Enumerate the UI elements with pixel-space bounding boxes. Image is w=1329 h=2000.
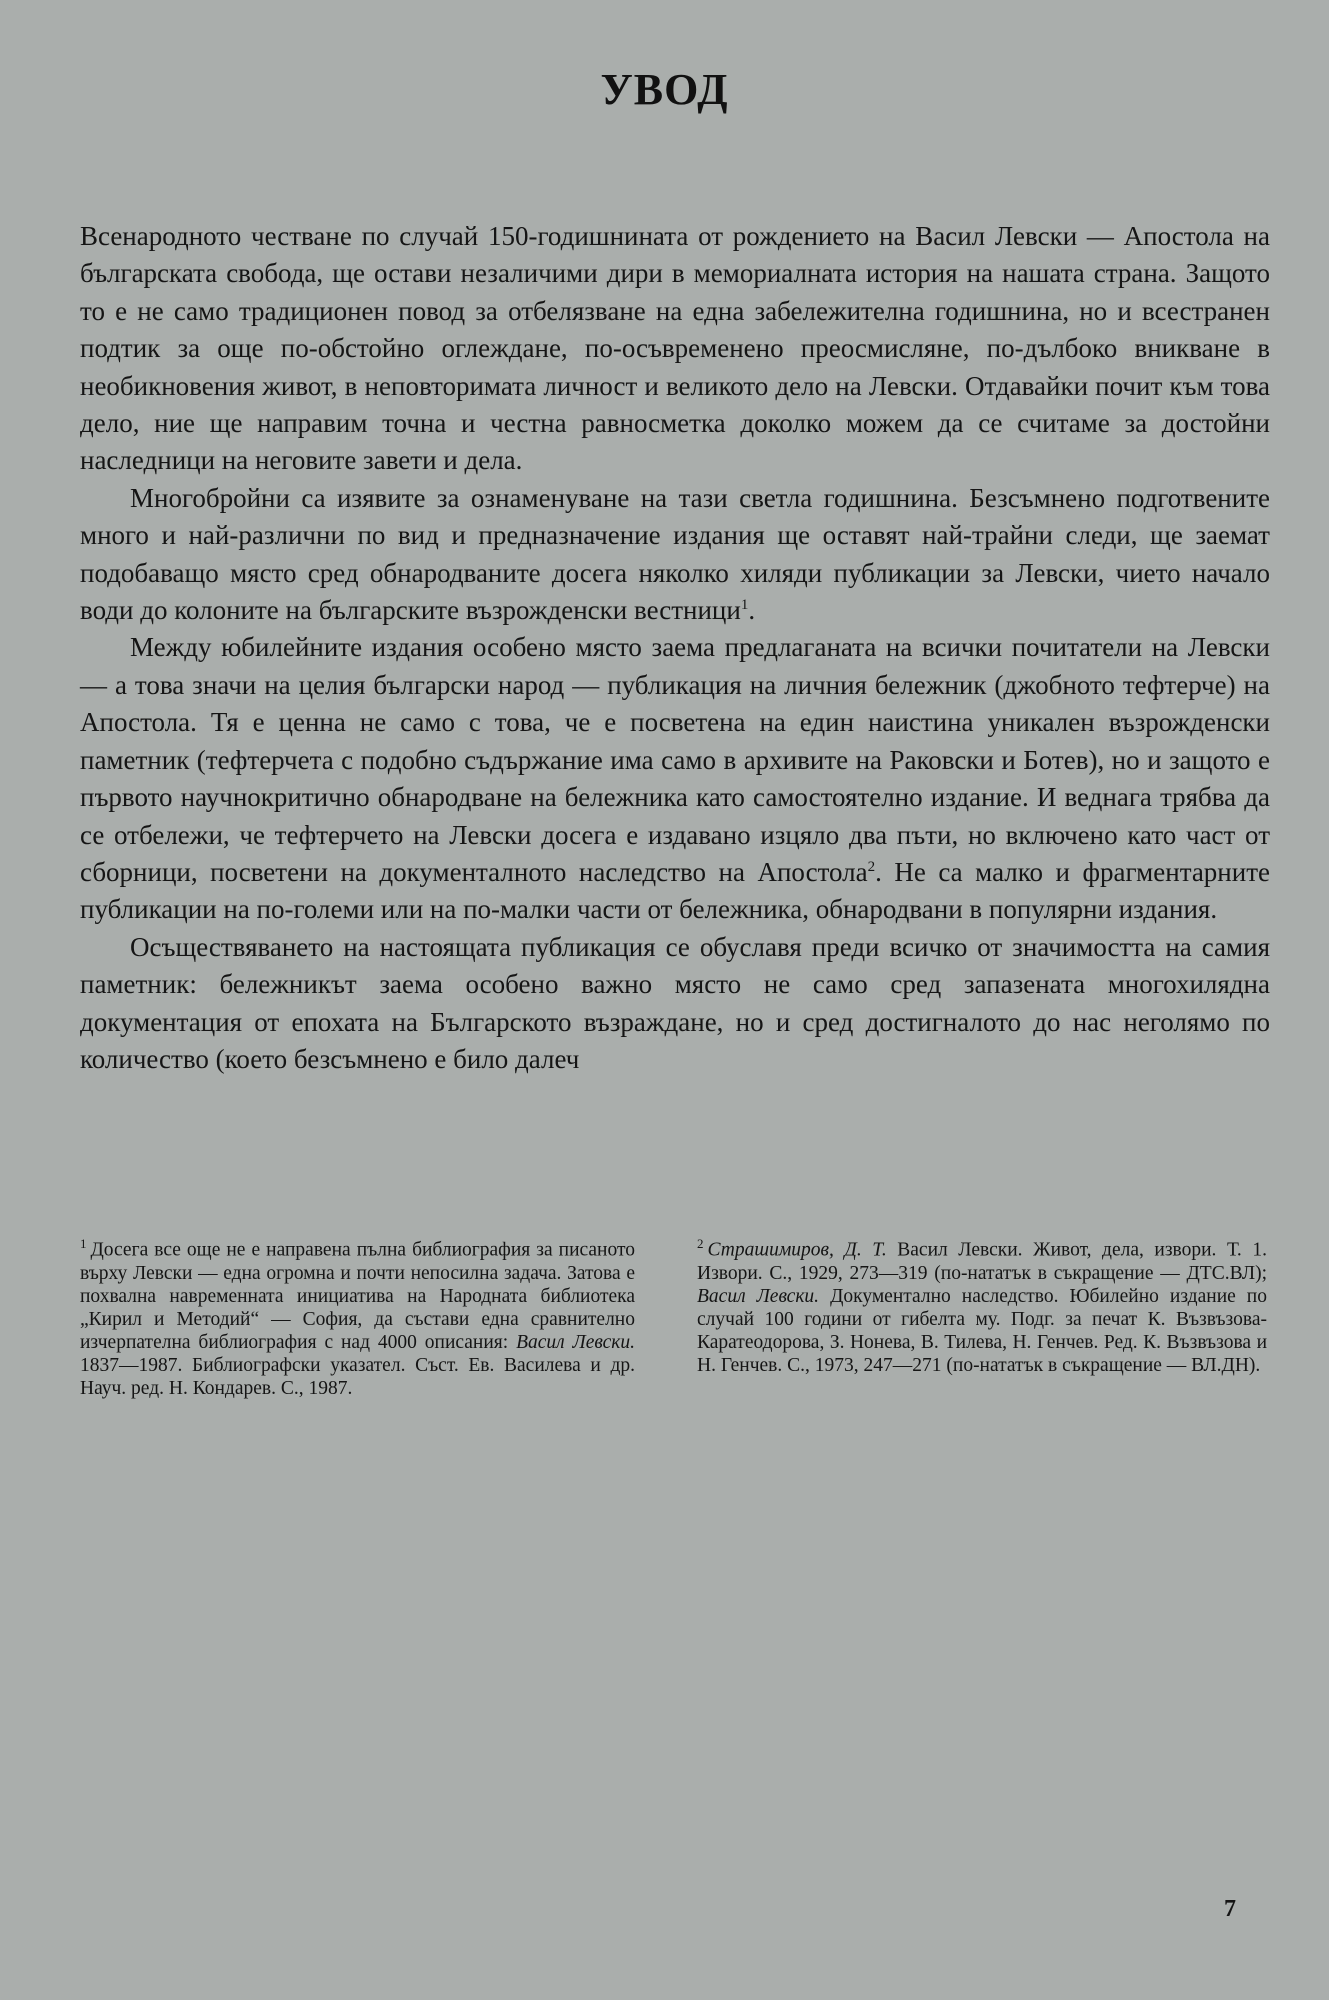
footnote-1-italic: Васил Левски. [516,1331,635,1353]
paragraph-2-after: . [748,595,756,626]
footnote-ref-1: 1 [740,597,749,614]
footnote-2-text-1: Васил Левски. Живот, дела, извори. Т. 1. Извори. С., 1929, 273—319 (по-нататък в съкращение — ДТС.ВЛ); [697,1239,1267,1284]
footnote-2-text-2: Документално наследство. Юбилейно издание по случай 100 години от гибелта му. Подг. за печат К. Възвъзова-Каратеодорова, З. Нонева, В. Тилева, Н. Генчев. Ред. К. Възвъзова и Н. Генчев. С., 1973, 247—271 (по-нататък в съкращение — ВЛ.ДН). [697,1285,1267,1376]
footnote-1-text: Досега все още не е направена пълна библиография за писаното върху Левски — една огромна и почти непосилна задача. Затова е похвална навременната инициатива на Народната библиотека „Кирил и Методий“ — София, да състави една сравнително изчерпателна библиография с над 4000 описания: [80,1239,635,1353]
paragraph-4-text: Осъществяването на настоящата публикация се обуславя преди всичко от значимостта на самия паметник: бележникът заема особено важно място не само сред запазената многохилядна документация от епохата на Българското възраждане, но и сред достигналото до нас неголямо по количество (което безсъмнено е било далеч [80,931,1270,1074]
paragraph-2 [80,480,1270,630]
paragraph-1 [80,218,1270,480]
page-number: 7 [1224,1896,1236,1922]
footnote-1-mark: 1 [80,1236,87,1251]
paragraph-1-text: Всенародното честване по случай 150-годишнината от рождението на Васил Левски — Апостола на българската свобода, ще остави незаличими дири в мемориалната история на нашата страна. Защото то е не само традиционен повод за отбелязване на една забележителна годишнина, но и всестранен подтик за още по-обстойно оглеждане, по-осъвременено преосмисляне, по-дълбоко вникване в необикновения живот, в неповторимата личност и великото дело на Левски. Отдавайки почит към това дело, ние ще направим точна и честна равносметка доколко можем да се считаме за достойни наследници на неговите завети и дела. [80,221,1270,476]
footnote-2-mark: 2 [697,1236,704,1251]
footnote-2 [697,1232,1267,1377]
footnote-2-italic-title: Васил Левски. [697,1285,820,1307]
footnote-1 [80,1232,635,1400]
paragraph-3 [80,629,1270,928]
main-text [80,218,1270,1078]
footnote-1-rest: 1837—1987. Библиографски указател. Съст. Ев. Василева и др. Науч. ред. Н. Кондарев. С., 1987. [80,1354,635,1399]
footnote-ref-2: 2 [867,858,876,875]
chapter-title: УВОД [600,65,729,114]
paragraph-3-text: Между юбилейните издания особено място заема предлаганата на всички почитатели на Левски — а това значи на целия български народ — публикация на личния бележник (джобното тефтерче) на Апостола. Тя е ценна не само с това, че е посветена на един наистина уникален възрожденски паметник (тефтерчета с подобно съдържание има само в архивите на Раковски и Ботев), но и защото е първото научнокритично обнародване на бележника като самостоятелно издание. И веднага трябва да се отбележи, че тефтерчето на Левски досега е издавано изцяло два пъти, но включено като част от сборници, посветени на документалното наследство на Апостола [80,632,1270,887]
paragraph-2-text: Многобройни са изявите за ознаменуване на тази светла годишнина. Безсъмнено подготвените много и най-различни по вид и предназначение издания ще оставят най-трайни следи, ще заемат подобаващо място сред обнародваните досега няколко хиляди публикации за Левски, чието начало води до колоните на българските възрожденски вестници [80,482,1270,626]
paragraph-3-after: . Не са малко и фрагментарните публикации на по-големи или на по-малки части от бележника, обнародвани в популярни издания. [80,856,1270,925]
footnote-2-author: Страшимиров, Д. Т. [707,1239,887,1261]
paragraph-4 [80,929,1270,1079]
